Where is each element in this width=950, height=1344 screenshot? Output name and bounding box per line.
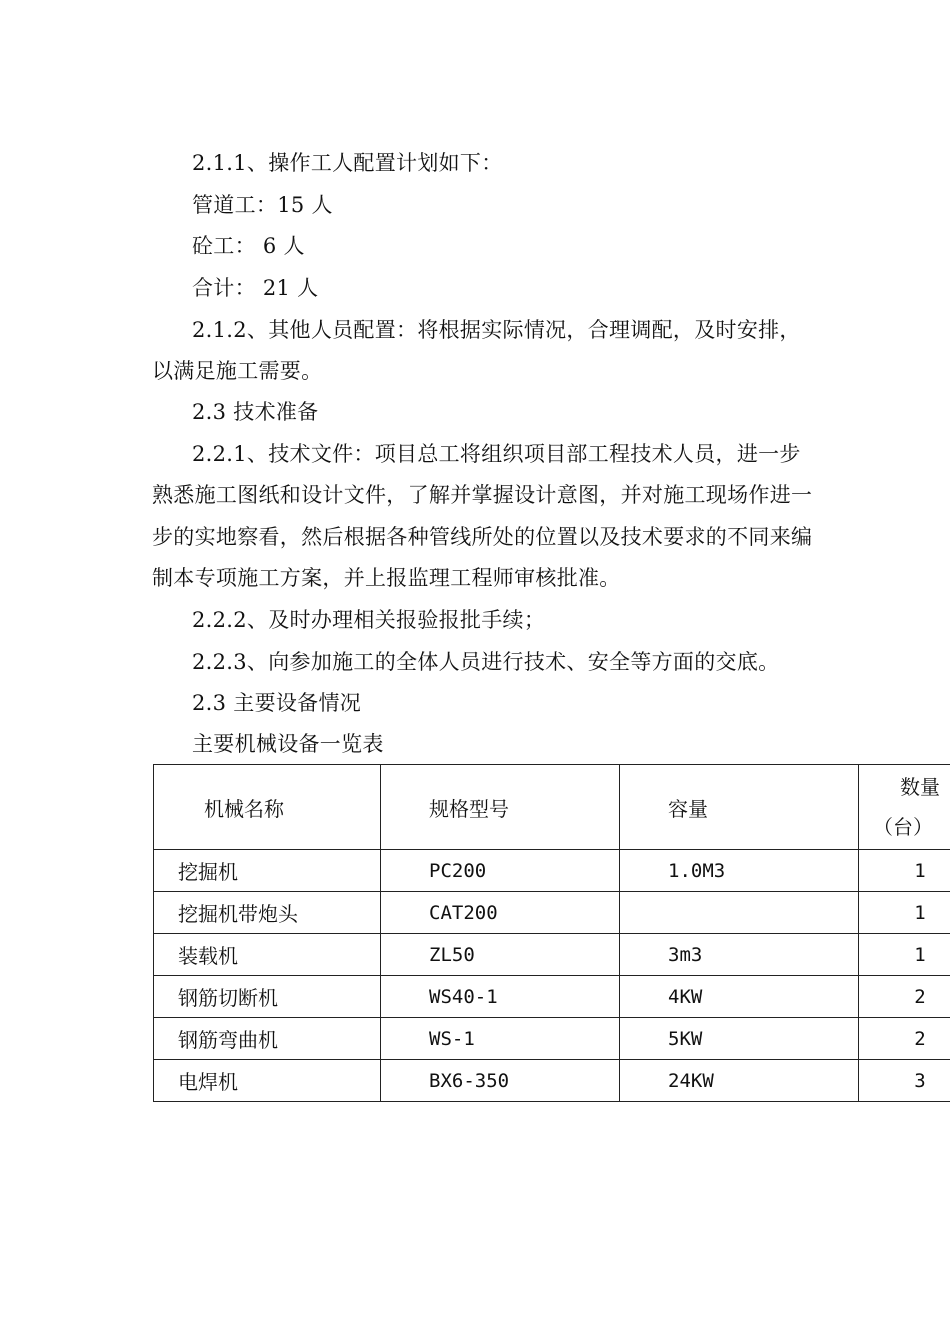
- section-2-2-2: 2.2.2、及时办理相关报验报批手续；: [192, 608, 546, 632]
- section-2-2-1-line4: 制本专项施工方案，并上报监理工程师审核批准。: [152, 566, 621, 590]
- cell-name: 电焊机: [154, 1060, 381, 1102]
- total-line: 合计： 21 人: [192, 276, 319, 300]
- heading-tech-prep: 2.3 技术准备: [192, 400, 319, 424]
- cell-name: 钢筋弯曲机: [154, 1018, 381, 1060]
- header-capacity: 容量: [620, 765, 859, 850]
- header-machine-name: 机械名称: [154, 765, 381, 850]
- section-2-2-1-line1: 2.2.1、技术文件：项目总工将组织项目部工程技术人员，进一步: [192, 442, 801, 466]
- cell-capacity: 4KW: [620, 976, 859, 1018]
- table-row: [154, 892, 950, 934]
- heading-main-equipment: 2.3 主要设备情况: [192, 691, 362, 715]
- section-2-2-1-line3: 步的实地察看，然后根据各种管线所处的位置以及技术要求的不同来编: [152, 525, 813, 549]
- cell-model: BX6-350: [381, 1060, 620, 1102]
- table-header-row: [154, 765, 950, 850]
- cell-name: 装载机: [154, 934, 381, 976]
- table-row: [154, 1060, 950, 1102]
- section-2-1-2-line1: 2.1.2、其他人员配置：将根据实际情况，合理调配，及时安排，: [192, 318, 801, 342]
- cell-qty: 1: [859, 850, 950, 892]
- cell-capacity: [620, 892, 859, 934]
- cell-qty: 1: [859, 934, 950, 976]
- cell-name: 挖掘机带炮头: [154, 892, 381, 934]
- cell-name: 挖掘机: [154, 850, 381, 892]
- equipment-table: [153, 764, 950, 1102]
- table-row: [154, 1018, 950, 1060]
- cell-model: CAT200: [381, 892, 620, 934]
- header-quantity-label: 数量: [900, 775, 940, 799]
- section-2-1-1: 2.1.1、操作工人配置计划如下：: [192, 151, 503, 175]
- cell-qty: 2: [859, 1018, 950, 1060]
- section-2-2-3: 2.2.3、向参加施工的全体人员进行技术、安全等方面的交底。: [192, 650, 780, 674]
- section-2-2-1-line2: 熟悉施工图纸和设计文件，了解并掌握设计意图，并对施工现场作进一: [152, 483, 813, 507]
- cell-model: WS40-1: [381, 976, 620, 1018]
- table-row: [154, 976, 950, 1018]
- header-quantity: [859, 765, 950, 850]
- table-row: [154, 934, 950, 976]
- cell-capacity: 5KW: [620, 1018, 859, 1060]
- pipe-workers-line: 管道工：15 人: [192, 193, 333, 217]
- cell-model: PC200: [381, 850, 620, 892]
- cell-model: WS-1: [381, 1018, 620, 1060]
- cell-model: ZL50: [381, 934, 620, 976]
- table-row: [154, 850, 950, 892]
- header-quantity-unit: （台）: [873, 815, 933, 839]
- masons-line: 砼工： 6 人: [192, 234, 305, 258]
- cell-capacity: 3m3: [620, 934, 859, 976]
- cell-qty: 2: [859, 976, 950, 1018]
- cell-name: 钢筋切断机: [154, 976, 381, 1018]
- cell-qty: 3: [859, 1060, 950, 1102]
- cell-capacity: 1.0M3: [620, 850, 859, 892]
- table-caption: 主要机械设备一览表: [192, 732, 384, 756]
- cell-qty: 1: [859, 892, 950, 934]
- section-2-1-2-line2: 以满足施工需要。: [152, 359, 323, 383]
- header-model: 规格型号: [381, 765, 620, 850]
- cell-capacity: 24KW: [620, 1060, 859, 1102]
